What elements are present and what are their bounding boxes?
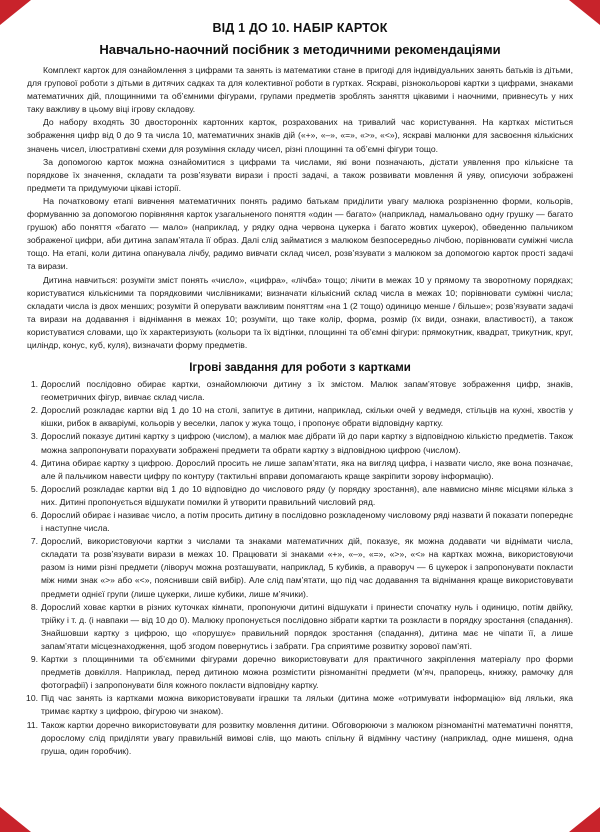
intro-paragraph-2: До набору входять 30 двосторонніх картонних карток, розрахованих на тривалий час користування. На картках міститься зображення цифр від 0 до 9 та числа 10, математичних знаків дій («+», «–», «=», «>», «<»), яскраві малюнки для засвоєння кількісних значень чисел, ілюстративні схеми для розуміння складу чисел, різні площинні та об’ємні фігури тощо.	[27, 117, 573, 154]
intro-paragraph-1: Комплект карток для ознайомлення з цифрами та занять із математики стане в пригоді для індивідуальних занять батьків із дітьми, для групової роботи з дітьми в дитячих садках та для колективної роботи в гуртках. Яскраві, різнокольорові картки з цифрами, знаками математичних дій, площинними та об’ємними фігурами, групами предметів зроблять заняття цікавими і наочними, привнесуть у них таку важливу в цьому віці ігрову складову.	[27, 65, 573, 115]
corner-mark-bottom-right	[569, 807, 600, 832]
corner-mark-top-left	[0, 0, 31, 25]
task-item-9: Картки з площинними та об’ємними фігурами доречно використовувати для практичного закріплення матеріалу про форми предметів довкілля. Наприклад, перед дитиною можна розмістити різноманітні предмети (м’яч, прапорець, книжку, рамочку для фотографії) і запропонувати біля кожного покласти відповідну картку.	[41, 654, 573, 691]
corner-mark-bottom-left	[0, 807, 31, 832]
task-item-4: Дитина обирає картку з цифрою. Дорослий просить не лише запам’ятати, яка на вигляд цифра, і назвати число, яке вона позначає, але й пальчиком навести цифру по контуру (тактильні вправи допомагають краще закріпити зорову інформацію).	[41, 457, 573, 481]
corner-mark-top-right	[569, 0, 600, 25]
task-item-5: Дорослий розкладає картки від 1 до 10 відповідно до числового ряду (у порядку зростання), але навмисно міняє місцями кілька з них. Дитині пропонується відшукати помилки й утворити правильний числовий ряд.	[41, 483, 573, 507]
intro-paragraph-3: За допомогою карток можна ознайомитися з цифрами та числами, які вони позначають, дістати уявлення про кількісне та порядкове їх значення, складати та розв’язувати вирази і прості задачі, а також розвивати мовлення й уяву, описуючи зображені предмети та придумуючи цікаві історії.	[27, 156, 573, 193]
task-item-1: Дорослий послідовно обирає картки, ознайомлюючи дитину з їх змістом. Малюк запам’ятовує зображення цифр, знаків, геометричних фігур, вивчає склад числа.	[41, 379, 573, 403]
intro-section	[27, 64, 573, 352]
section-heading: Ігрові завдання для роботи з картками	[189, 362, 411, 375]
intro-paragraph-5: Дитина навчиться: розуміти зміст понять «число», «цифра», «лічба» тощо; лічити в межах 10 у прямому та зворотному порядках; користуватися кількісними та порядковими числівниками; визначати кількісний склад числа в межах 10; порівнювати суміжні числа; складати числа із двох менших; розуміти й оперувати важливим поняттям «на 1 (2 тощо) одиницю менше / більше»; розв’язувати задачі та вирази на додавання і віднімання в межах 10; розуміти, що таке колір, форма, розмір (їх види, ознаки, властивості), а також користуватися словами, що їх характеризують (кольори та їх відтінки, площинні та об’ємні фігури: прямокутник, квадрат, трикутник, круг, циліндр, конус, куб, куля), визначати форму предметів.	[27, 274, 573, 350]
task-item-2: Дорослий розкладає картки від 1 до 10 на столі, запитує в дитини, наприклад, скільки очей у ведмедя, стільців на кухні, хвостів у кішки, рибок в акваріумі, кольорів у веселки, лапок у жука тощо, і пропонує обрати відповідну картку.	[41, 405, 573, 429]
document-title: ВІД 1 ДО 10. НАБІР КАРТОК	[212, 21, 388, 35]
task-item-3: Дорослий показує дитині картку з цифрою (числом), а малюк має дібрати їй до пари картку з відповідною кількістю предметів. Також можна запропонувати порахувати зображені предмети та обрати картку з відповідною цифрою (числом).	[41, 431, 573, 455]
task-item-10: Під час занять із картками можна використовувати іграшки та ляльки (дитина може «отримувати інформацію» від ляльки, яка тримає картку з цифрою, фігурою чи знаком).	[41, 693, 573, 717]
document-subtitle: Навчально-наочний посібник з методичними рекомендаціями	[99, 42, 501, 57]
intro-paragraph-4: На початковому етапі вивчення математичних понять радимо батькам приділити увагу малюка розрізненню форми, кольорів, формуванню за допомогою порівняння карток узагальненого поняття «один — багато» (наприклад, намальовано одну грушку — багато грушок) або поняття «багато — мало» (наприклад, у рядку одна червона цукерка і багато жовтих цукерок), обведенню пальчиком зображеної цифри, аби дитина запам’ятала її образ. Далі слід займатися з малюком безпосередньо лічбою, порівнювати суміжні числа тощо. На етапі, коли дитина опанувала лічбу, радимо вивчати склад чисел, розв’язувати з малюком за допомогою карток прості задачі та вирази.	[27, 195, 573, 272]
task-item-11: Також картки доречно використовувати для розвитку мовлення дитини. Обговорюючи з малюком різноманітні математичні поняття, дорослому слід приділяти увагу правильній вимові слів, що мають спільну й відмінну частину (наприклад, одне мишеня, одна груша, один горобчик).	[41, 719, 573, 756]
task-item-6: Дорослий обирає і називає число, а потім просить дитину в послідовно розкладеному числовому ряді назвати й показати попереднє і наступне числа.	[41, 510, 573, 534]
task-list	[27, 378, 573, 758]
task-item-8: Дорослий ховає картки в різних куточках кімнати, пропонуючи дитині відшукати і принести спочатку нуль і одиницю, потім двійку, трійку і т. д. (і навпаки — від 10 до 0). Малюку пропонується послідовно зібрати картки та розкласти в порядку зростання (спадання). Знайшовши картку з цифрою, що «порушує» правильний порядок зростання (спадання), дитина має не чіпати її, а лише запам’ятати місцезнаходження, щоб згодом повернутись і забрати. Гра сприятиме розвитку зорової пам’яті.	[41, 601, 573, 651]
task-item-7: Дорослий, використовуючи картки з числами та знаками математичних дій, показує, як можна додавати чи віднімати числа, складати та розв’язувати вирази в межах 10. Працювати зі знаками «+», «–», «=», «>», «<» на картках можна, використовуючи разом із ними різні предмети (ліворуч можна розташувати, наприклад, 5 кубиків, а праворуч — 6 цукерок і запропонувати покласти між ними знак «>» або «<», пояснивши свій вибір). Але слід пам’ятати, що під час додавання та віднімання краще використовувати предмети однієї групи (лише цукерки, лише кубики, лише м’ячики).	[41, 536, 573, 599]
